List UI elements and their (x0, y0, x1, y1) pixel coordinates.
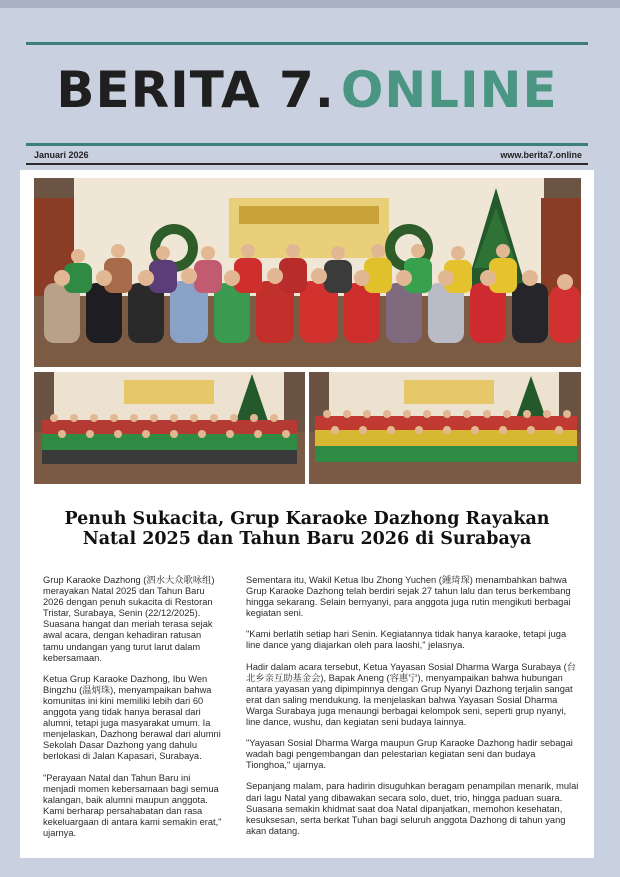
issue-date: Januari 2026 (34, 150, 89, 160)
paragraph: "Perayaan Natal dan Tahun Baru ini menjadi momen kebersamaan bagi semua kalangan, baik alumni maupun anggota. Kami berharap persahabatan dan rasa kekeluargaan di antara kami semakin erat," ujarnya. (43, 772, 222, 838)
paragraph: Hadir dalam acara tersebut, Ketua Yayasan Sosial Dharma Warga Surabaya (台北乡亲互助基金会), Bapak Aneng (容惠宁), menyampaikan bahwa hubungan antara yayasan yang dipimpinnya dengan Grup Nyanyi Dazhong terjalin sangat erat dan saling mendukung. Ia menjelaskan bahwa Yayasan Sosial Dharma Warga Surabaya juga menaungi berbagai kelompok seni, seperti grup nyanyi, line dance, wushu, dan kegiatan seni budaya lainnya. (246, 661, 577, 728)
paragraph: Ketua Grup Karaoke Dazhong, Ibu Wen Bingzhu (温炳珠), menyampaikan bahwa komunitas ini kini memiliki lebih dari 60 anggota yang tidak hanya berasal dari alumni, tetapi juga masyarakat umum. Ia menjelaskan, Dazhong berawal dari alumni Sekolah Dasar Dazhong yang dahulu berlokasi di Jalan Kapasari, Surabaya. (43, 673, 221, 762)
article-column-right (246, 575, 579, 847)
paragraph: "Yayasan Sosial Dharma Warga maupun Grup Karaoke Dazhong hadir sebagai wadah bagi pengembangan dan pelestarian kegiatan seni dan budaya Tionghoa," ujarnya. (246, 738, 573, 771)
group-photo-left (34, 372, 305, 484)
article-page (20, 170, 594, 858)
article-headline: Penuh Sukacita, Grup Karaoke Dazhong Rayakan Natal 2025 dan Tahun Baru 2026 di Surabaya (64, 508, 550, 549)
site-url[interactable]: www.berita7.online (500, 150, 582, 160)
paragraph: Grup Karaoke Dazhong (泗水大众歌咏组) merayakan Natal 2025 dan Tahun Baru 2026 dengan penuh sukacita di Restoran Tristar, Surabaya, Senin (22/12/2025). Suasana hangat dan meriah terasa sejak awal acara, dengan kehadiran ratusan tamu undangan yang turut larut dalam kebersamaan. (43, 575, 215, 663)
top-rule (26, 42, 588, 45)
paragraph: "Kami berlatih setiap hari Senin. Kegiatannya tidak hanya karaoke, tetapi juga line dance yang diajarkan oleh para laoshi," jelasnya. (246, 629, 567, 651)
group-photo-right (309, 372, 581, 484)
masthead-title-right: ONLINE (340, 61, 558, 119)
masthead-title-left: BERITA 7. (56, 61, 335, 119)
paragraph: Sementara itu, Wakil Ketua Ibu Zhong Yuchen (鍾琦琛) menambahkan bahwa Grup Karaoke Dazhong telah berdiri sejak 27 tahun lalu dan terus berkembang hingga sekarang. Selain bernyanyi, para anggota juga rutin mengikuti berbagai kegiatan seni. (246, 575, 571, 619)
masthead-bottom-rule (26, 143, 588, 146)
dateline (34, 150, 582, 160)
paragraph: Sepanjang malam, para hadirin disuguhkan beragam penampilan menarik, mulai dari lagu Natal yang dibawakan secara solo, duet, trio, hingga paduan suara. Suasana semakin khidmat saat doa Natal dipanjatkan, memohon kesehatan, kesuksesan, serta berkat Tuhan bagi seluruh anggota Dazhong di tahun yang akan datang. (246, 781, 579, 836)
group-photo-main (34, 178, 581, 367)
masthead (26, 58, 588, 122)
top-border (0, 0, 620, 8)
article-column-left (43, 575, 222, 849)
dateline-rule (26, 163, 588, 165)
